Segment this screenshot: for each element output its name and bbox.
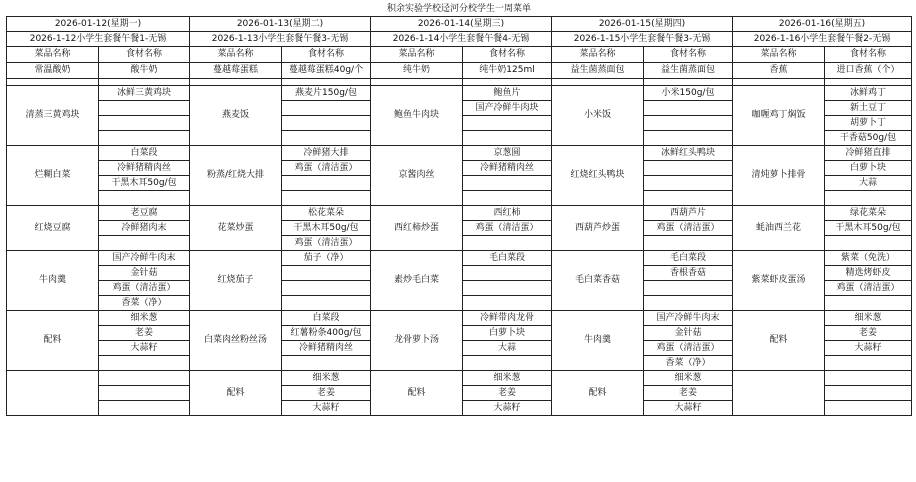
ingredient: 细米葱 bbox=[463, 371, 552, 386]
ingredient: 毛白菜段 bbox=[463, 251, 552, 266]
ingredient: 冷鲜猪肉末 bbox=[99, 221, 190, 236]
ingredient bbox=[644, 131, 733, 146]
ingredient: 胡萝卜丁 bbox=[825, 116, 912, 131]
dish-name: 紫菜虾皮蛋汤 bbox=[733, 251, 825, 311]
ingredient-empty bbox=[99, 191, 190, 206]
dish-header: 菜品名称 bbox=[552, 47, 644, 63]
ingredient: 京葱圆 bbox=[463, 146, 552, 161]
meal-set-name: 2026-1-15小学生套餐午餐3-无锡 bbox=[552, 32, 733, 47]
ingredient: 冰鲜三黄鸡块 bbox=[99, 86, 190, 101]
dish-name: 清蒸三黄鸡块 bbox=[7, 86, 99, 146]
ingredient: 大蒜 bbox=[825, 176, 912, 191]
dish-name: 红烧红头鸭块 bbox=[552, 146, 644, 206]
ingredient: 白萝卜块 bbox=[825, 161, 912, 176]
ingredient bbox=[99, 116, 190, 131]
dish-name: 配料 bbox=[190, 371, 282, 416]
menu-title: 积余实验学校迳河分校学生一周菜单 bbox=[7, 3, 912, 17]
dish-name: 配料 bbox=[371, 371, 463, 416]
dish-name: 配料 bbox=[7, 311, 99, 371]
ingredient: 老姜 bbox=[99, 326, 190, 341]
ingredient-header: 食材名称 bbox=[825, 47, 912, 63]
ingredient: 大蒜籽 bbox=[99, 341, 190, 356]
dish-name: 红烧豆腐 bbox=[7, 206, 99, 251]
meal-set-name: 2026-1-14小学生套餐午餐4-无锡 bbox=[371, 32, 552, 47]
ingredient: 金针菇 bbox=[99, 266, 190, 281]
ingredient: 冷鲜猪大排 bbox=[282, 146, 371, 161]
dish-name: 烂糊白菜 bbox=[7, 146, 99, 206]
ingredient bbox=[99, 401, 190, 416]
snack-dish: 常温酸奶 bbox=[7, 63, 99, 79]
dish-header: 菜品名称 bbox=[733, 47, 825, 63]
ingredient: 鸡蛋（清洁蛋） bbox=[282, 161, 371, 176]
ingredient bbox=[282, 296, 371, 311]
ingredient: 茄子（净） bbox=[282, 251, 371, 266]
ingredient bbox=[825, 371, 912, 386]
dish-row bbox=[7, 371, 912, 386]
ingredient: 白菜段 bbox=[99, 146, 190, 161]
ingredient: 新土豆丁 bbox=[825, 101, 912, 116]
ingredient bbox=[282, 131, 371, 146]
dish-name: 小米饭 bbox=[552, 86, 644, 146]
spacer-cell bbox=[552, 79, 644, 86]
dish-name bbox=[7, 371, 99, 416]
dish-name: 清炖萝卜排骨 bbox=[733, 146, 825, 206]
day-date: 2026-01-14(星期三) bbox=[371, 17, 552, 32]
ingredient: 西红柿 bbox=[463, 206, 552, 221]
ingredient bbox=[825, 236, 912, 251]
snack-dish: 蔓越莓蛋糕 bbox=[190, 63, 282, 79]
ingredient-header: 食材名称 bbox=[463, 47, 552, 63]
dish-name: 牛肉羹 bbox=[552, 311, 644, 371]
ingredient: 冰鲜红头鸭块 bbox=[644, 146, 733, 161]
ingredient: 西葫芦片 bbox=[644, 206, 733, 221]
ingredient-header: 食材名称 bbox=[99, 47, 190, 63]
ingredient bbox=[825, 296, 912, 311]
ingredient bbox=[99, 371, 190, 386]
ingredient bbox=[99, 236, 190, 251]
ingredient: 香根香菇 bbox=[644, 266, 733, 281]
ingredient bbox=[99, 131, 190, 146]
snack-ingredient: 益生菌蒸面包 bbox=[644, 63, 733, 79]
ingredient bbox=[282, 116, 371, 131]
ingredient-header: 食材名称 bbox=[644, 47, 733, 63]
ingredient bbox=[463, 116, 552, 131]
dish-name: 鲍鱼牛肉块 bbox=[371, 86, 463, 146]
ingredient: 大蒜 bbox=[463, 341, 552, 356]
ingredient-empty bbox=[825, 191, 912, 206]
dish-row bbox=[7, 251, 912, 266]
ingredient bbox=[99, 386, 190, 401]
dish-name: 花菜炒蛋 bbox=[190, 206, 282, 251]
title-row bbox=[7, 3, 912, 17]
meal-set-row bbox=[7, 32, 912, 47]
ingredient: 鸡蛋（清洁蛋） bbox=[825, 281, 912, 296]
ingredient bbox=[644, 236, 733, 251]
spacer-cell bbox=[282, 79, 371, 86]
ingredient bbox=[282, 101, 371, 116]
dish-name: 白菜肉丝粉丝汤 bbox=[190, 311, 282, 371]
dish-name: 牛肉羹 bbox=[7, 251, 99, 311]
ingredient: 冰鲜鸡丁 bbox=[825, 86, 912, 101]
ingredient: 香菜（净） bbox=[644, 356, 733, 371]
ingredient bbox=[644, 281, 733, 296]
dish-name: 西葫芦炒蛋 bbox=[552, 206, 644, 251]
ingredient: 鸡蛋（清洁蛋） bbox=[282, 236, 371, 251]
spacer-row bbox=[7, 79, 912, 86]
spacer-cell bbox=[7, 79, 99, 86]
ingredient bbox=[463, 236, 552, 251]
ingredient bbox=[99, 101, 190, 116]
ingredient: 鸡蛋（清洁蛋） bbox=[644, 341, 733, 356]
ingredient: 白菜段 bbox=[282, 311, 371, 326]
dish-name: 龙骨萝卜汤 bbox=[371, 311, 463, 371]
snack-dish: 香蕉 bbox=[733, 63, 825, 79]
ingredient bbox=[282, 266, 371, 281]
ingredient: 细米葱 bbox=[644, 371, 733, 386]
ingredient: 香菜（净） bbox=[99, 296, 190, 311]
spacer-cell bbox=[644, 79, 733, 86]
dish-name: 蚝油西兰花 bbox=[733, 206, 825, 251]
dish-row bbox=[7, 206, 912, 221]
ingredient: 白萝卜块 bbox=[463, 326, 552, 341]
ingredient: 老豆腐 bbox=[99, 206, 190, 221]
ingredient: 老姜 bbox=[825, 326, 912, 341]
ingredient bbox=[463, 176, 552, 191]
dish-name: 京酱肉丝 bbox=[371, 146, 463, 206]
ingredient: 大蒜籽 bbox=[644, 401, 733, 416]
ingredient bbox=[282, 356, 371, 371]
dish-name: 配料 bbox=[733, 311, 825, 371]
ingredient bbox=[644, 296, 733, 311]
ingredient-header: 食材名称 bbox=[282, 47, 371, 63]
ingredient: 老姜 bbox=[463, 386, 552, 401]
snack-row bbox=[7, 63, 912, 79]
ingredient: 燕麦片150g/包 bbox=[282, 86, 371, 101]
snack-ingredient: 蔓越莓蛋糕40g/个 bbox=[282, 63, 371, 79]
day-date: 2026-01-13(星期二) bbox=[190, 17, 371, 32]
ingredient bbox=[463, 131, 552, 146]
dish-row bbox=[7, 311, 912, 326]
ingredient: 国产冷鲜牛肉末 bbox=[644, 311, 733, 326]
ingredient: 老姜 bbox=[282, 386, 371, 401]
ingredient: 松花菜朵 bbox=[282, 206, 371, 221]
dish-header: 菜品名称 bbox=[371, 47, 463, 63]
meal-set-name: 2026-1-16小学生套餐午餐2-无锡 bbox=[733, 32, 912, 47]
weekly-menu-table bbox=[6, 3, 912, 416]
meal-set-name: 2026-1-13小学生套餐午餐3-无锡 bbox=[190, 32, 371, 47]
dish-name: 素炒毛白菜 bbox=[371, 251, 463, 311]
day-date: 2026-01-16(星期五) bbox=[733, 17, 912, 32]
ingredient: 鸡蛋（清洁蛋） bbox=[99, 281, 190, 296]
ingredient-empty bbox=[644, 191, 733, 206]
ingredient bbox=[282, 281, 371, 296]
ingredient: 冷鲜带肉龙骨 bbox=[463, 311, 552, 326]
snack-ingredient: 酸牛奶 bbox=[99, 63, 190, 79]
dish-name: 配料 bbox=[552, 371, 644, 416]
dish-name: 粉蒸/红烧大排 bbox=[190, 146, 282, 206]
ingredient bbox=[644, 101, 733, 116]
ingredient: 紫菜（免洗） bbox=[825, 251, 912, 266]
snack-ingredient: 进口香蕉（个） bbox=[825, 63, 912, 79]
ingredient: 毛白菜段 bbox=[644, 251, 733, 266]
spacer-cell bbox=[463, 79, 552, 86]
dish-name: 咖喱鸡丁焖饭 bbox=[733, 86, 825, 146]
day-date: 2026-01-12(星期一) bbox=[7, 17, 190, 32]
ingredient bbox=[644, 176, 733, 191]
ingredient: 冷鲜猪精肉丝 bbox=[463, 161, 552, 176]
ingredient: 鲍鱼片 bbox=[463, 86, 552, 101]
dish-name: 红烧茄子 bbox=[190, 251, 282, 311]
ingredient bbox=[463, 356, 552, 371]
spacer-cell bbox=[371, 79, 463, 86]
dish-name: 西红柿炒蛋 bbox=[371, 206, 463, 251]
ingredient: 冷鲜猪精肉丝 bbox=[99, 161, 190, 176]
ingredient: 大蒜籽 bbox=[825, 341, 912, 356]
ingredient: 干黑木耳50g/包 bbox=[825, 221, 912, 236]
ingredient bbox=[825, 386, 912, 401]
ingredient: 金针菇 bbox=[644, 326, 733, 341]
ingredient bbox=[99, 356, 190, 371]
ingredient: 干黑木耳50g/包 bbox=[282, 221, 371, 236]
ingredient: 国产冷鲜牛肉末 bbox=[99, 251, 190, 266]
dish-row bbox=[7, 146, 912, 161]
ingredient: 细米葱 bbox=[99, 311, 190, 326]
ingredient-empty bbox=[463, 191, 552, 206]
ingredient: 国产冷鲜牛肉块 bbox=[463, 101, 552, 116]
ingredient: 细米葱 bbox=[825, 311, 912, 326]
ingredient: 冷鲜猪精肉丝 bbox=[282, 341, 371, 356]
ingredient: 干黑木耳50g/包 bbox=[99, 176, 190, 191]
dish-row bbox=[7, 86, 912, 101]
ingredient bbox=[463, 296, 552, 311]
ingredient bbox=[825, 356, 912, 371]
dish-header: 菜品名称 bbox=[190, 47, 282, 63]
ingredient: 细米葱 bbox=[282, 371, 371, 386]
ingredient: 红薯粉条400g/包 bbox=[282, 326, 371, 341]
dish-header: 菜品名称 bbox=[7, 47, 99, 63]
ingredient-empty bbox=[282, 191, 371, 206]
ingredient bbox=[282, 176, 371, 191]
snack-ingredient: 纯牛奶125ml bbox=[463, 63, 552, 79]
ingredient: 干香菇50g/包 bbox=[825, 131, 912, 146]
meal-set-name: 2026-1-12小学生套餐午餐1-无锡 bbox=[7, 32, 190, 47]
ingredient bbox=[644, 161, 733, 176]
snack-dish: 益生菌蒸面包 bbox=[552, 63, 644, 79]
column-header-row bbox=[7, 47, 912, 63]
dish-name: 燕麦饭 bbox=[190, 86, 282, 146]
ingredient bbox=[463, 266, 552, 281]
dish-name: 毛白菜香菇 bbox=[552, 251, 644, 311]
ingredient: 大蒜籽 bbox=[463, 401, 552, 416]
spacer-cell bbox=[733, 79, 825, 86]
date-row bbox=[7, 17, 912, 32]
ingredient bbox=[644, 116, 733, 131]
ingredient: 老姜 bbox=[644, 386, 733, 401]
spacer-cell bbox=[99, 79, 190, 86]
ingredient: 精选烤虾皮 bbox=[825, 266, 912, 281]
dish-name bbox=[733, 371, 825, 416]
ingredient bbox=[825, 401, 912, 416]
ingredient: 冷鲜猪直排 bbox=[825, 146, 912, 161]
spacer-cell bbox=[825, 79, 912, 86]
ingredient: 鸡蛋（清洁蛋） bbox=[463, 221, 552, 236]
spacer-cell bbox=[190, 79, 282, 86]
ingredient: 绿花菜朵 bbox=[825, 206, 912, 221]
ingredient: 大蒜籽 bbox=[282, 401, 371, 416]
snack-dish: 纯牛奶 bbox=[371, 63, 463, 79]
day-date: 2026-01-15(星期四) bbox=[552, 17, 733, 32]
ingredient bbox=[463, 281, 552, 296]
ingredient: 小米150g/包 bbox=[644, 86, 733, 101]
ingredient: 鸡蛋（清洁蛋） bbox=[644, 221, 733, 236]
